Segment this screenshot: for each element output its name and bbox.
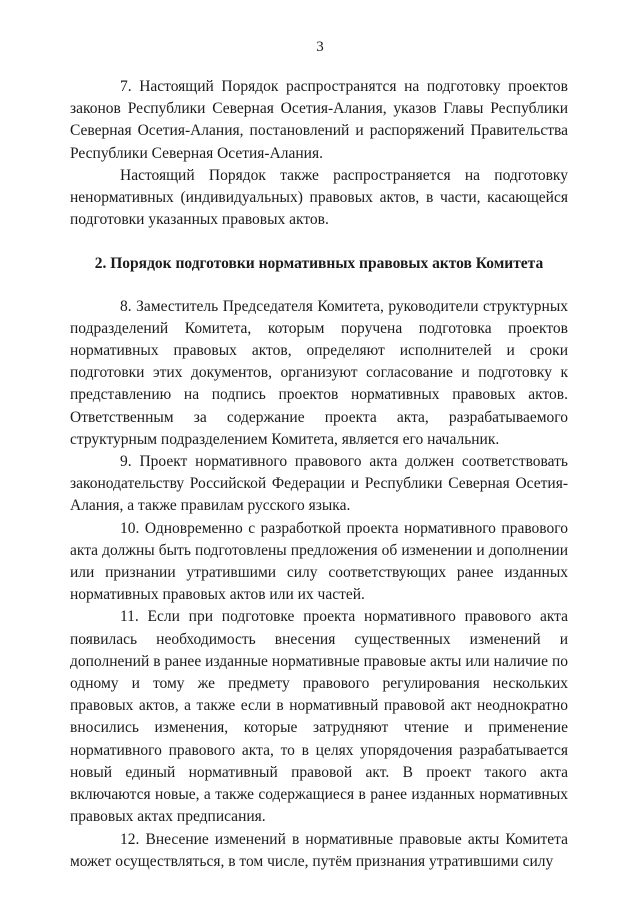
paragraph-7: 7. Настоящий Порядок распространятся на подготовку проектов законов Республики Северная Осетия-Алания, указов Главы Республики Северная Осетия-Алания, постановлений и распоряжений Правительства Республики Северная Осетия-Алания. bbox=[70, 78, 568, 162]
paragraph-scope-nonnormative: Настоящий Порядок также распространяется на подготовку ненормативных (индивидуальных) правовых актов, в части, касающейся подготовки указанных правовых актов. bbox=[70, 166, 568, 229]
paragraph-11: 11. Если при подготовке проекта нормативного правового акта появилась необходимость внесения существенных изменений и дополнений в ранее изданные нормативные правовые акты или наличие по одному и тому же предмету правового регулирования нескольких правовых актов, а также если в нормативный правовой акт неоднократно вносились изменения, которые затрудняют чтение и применение нормативного правового акта, то в целях упорядочения разрабатывается новый единый нормативный правовой акт. В проект такого акта включаются новые, а также содержащиеся в ранее изданных нормативных правовых актах предписания. bbox=[70, 608, 568, 826]
paragraph-12: 12. Внесение изменений в нормативные правовые акты Комитета может осуществляться, в том числе, путём признания утратившими силу bbox=[70, 830, 568, 870]
paragraph-8: 8. Заместитель Председателя Комитета, руководители структурных подразделений Комитета, которым поручена подготовка проектов нормативных правовых актов, определяют исполнителей и сроки подготовки этих документов, организуют согласование и подготовку к представлению на подпись проектов нормативных правовых актов. Ответственным за содержание проекта акта, разрабатываемого структурным подразделением Комитета, является его начальник. bbox=[70, 297, 568, 448]
page-number: 3 bbox=[316, 39, 324, 55]
paragraph-9: 9. Проект нормативного правового акта должен соответствовать законодательству Российской Федерации и Республики Северная Осетия-Алания, а также правилам русского языка. bbox=[70, 453, 568, 515]
paragraph-10: 10. Одновременно с разработкой проекта нормативного правового акта должны быть подготовлены предложения об изменении и дополнении или признании утратившими силу соответствующих ранее изданных нормативных правовых актов или их частей. bbox=[70, 519, 568, 604]
document-body bbox=[70, 76, 568, 873]
section-heading: 2. Порядок подготовки нормативных правовых актов Комитета bbox=[94, 255, 544, 273]
